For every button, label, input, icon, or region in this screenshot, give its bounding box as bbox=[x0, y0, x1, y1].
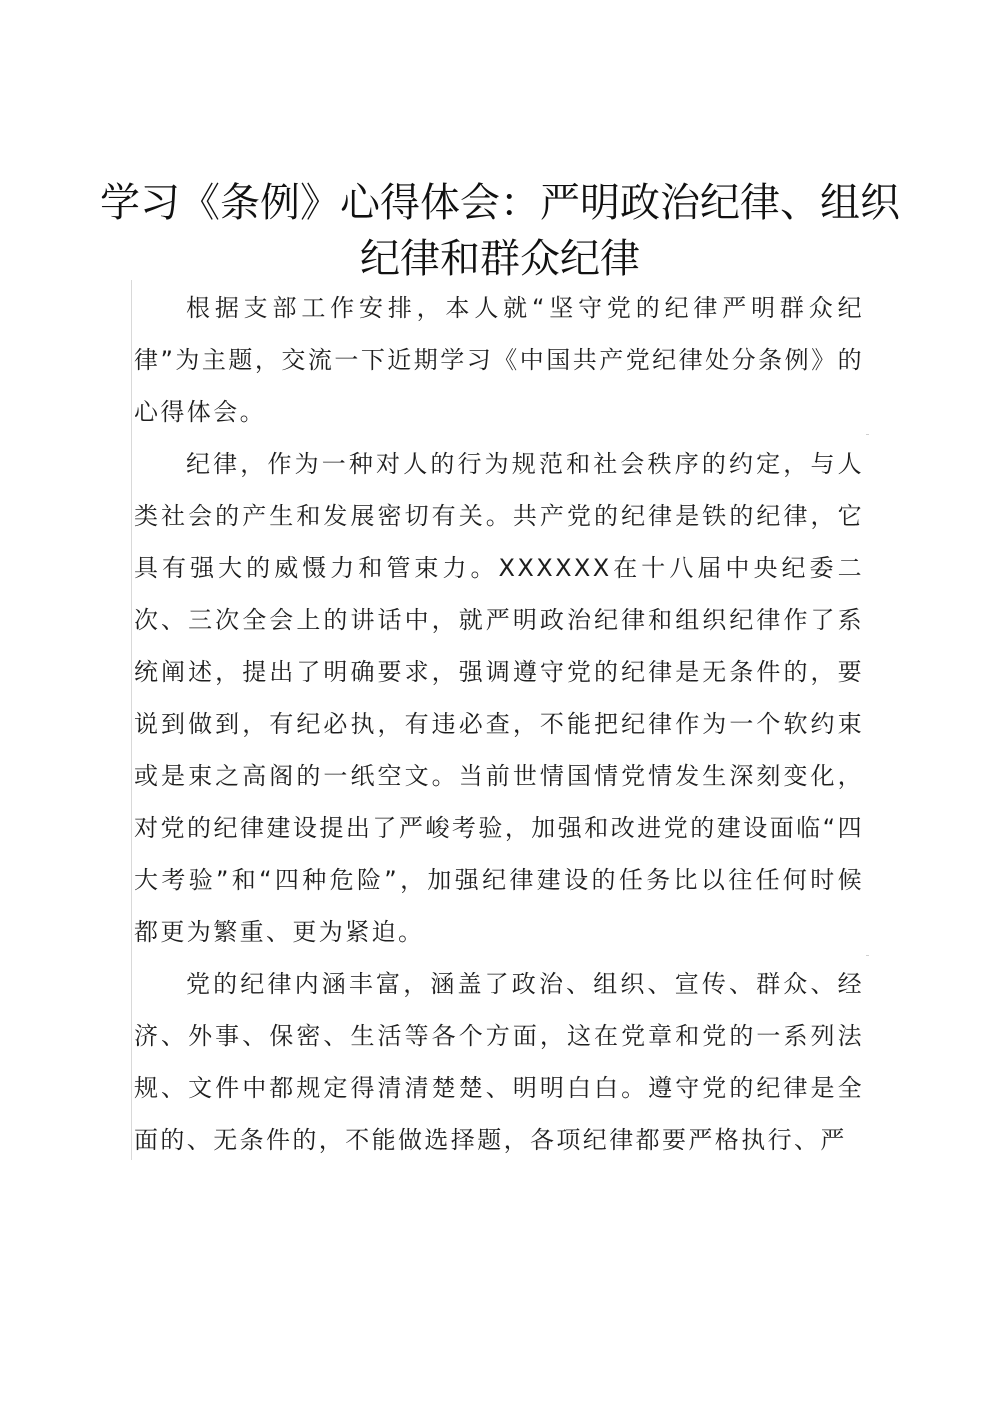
document-title bbox=[100, 175, 900, 287]
paragraph-3: 党的纪律内涵丰富，涵盖了政治、组织、宣传、群众、经济、外事、保密、生活等各个方面，这在党章和党的一系列法规、文件中都规定得清清楚楚、明明白白。遵守党的纪律是全面的、无条件的，不能做选择题，各项纪律都要严格执行、严 bbox=[134, 970, 864, 1154]
paragraph-1: 根据支部工作安排，本人就“坚守党的纪律严明群众纪律”为主题，交流一下近期学习《中国共产党纪律处分条例》的心得体会。 bbox=[134, 294, 864, 426]
document-body bbox=[134, 282, 864, 1166]
paragraph-2: 纪律，作为一种对人的行为规范和社会秩序的约定，与人类社会的产生和发展密切有关。共产党的纪律是铁的纪律，它具有强大的威慑力和管束力。XXXXXX在十八届中央纪委二次、三次全会上的讲话中，就严明政治纪律和组织纪律作了系统阐述，提出了明确要求，强调遵守党的纪律是无条件的，要说到做到，有纪必执，有违必查，不能把纪律作为一个软约束或是束之高阁的一纸空文。当前世情国情党情发生深刻变化，对党的纪律建设提出了严峻考验，加强和改进党的建设面临“四大考验”和“四种危险”，加强纪律建设的任务比以往任何时候都更为繁重、更为紧迫。 bbox=[134, 450, 864, 946]
margin-tick bbox=[866, 434, 869, 435]
left-margin-rule bbox=[131, 280, 132, 1160]
margin-tick bbox=[866, 955, 869, 956]
title-line-2: 纪律和群众纪律 bbox=[360, 236, 640, 282]
title-line-1: 学习《条例》心得体会：严明政治纪律、组织 bbox=[100, 180, 900, 226]
